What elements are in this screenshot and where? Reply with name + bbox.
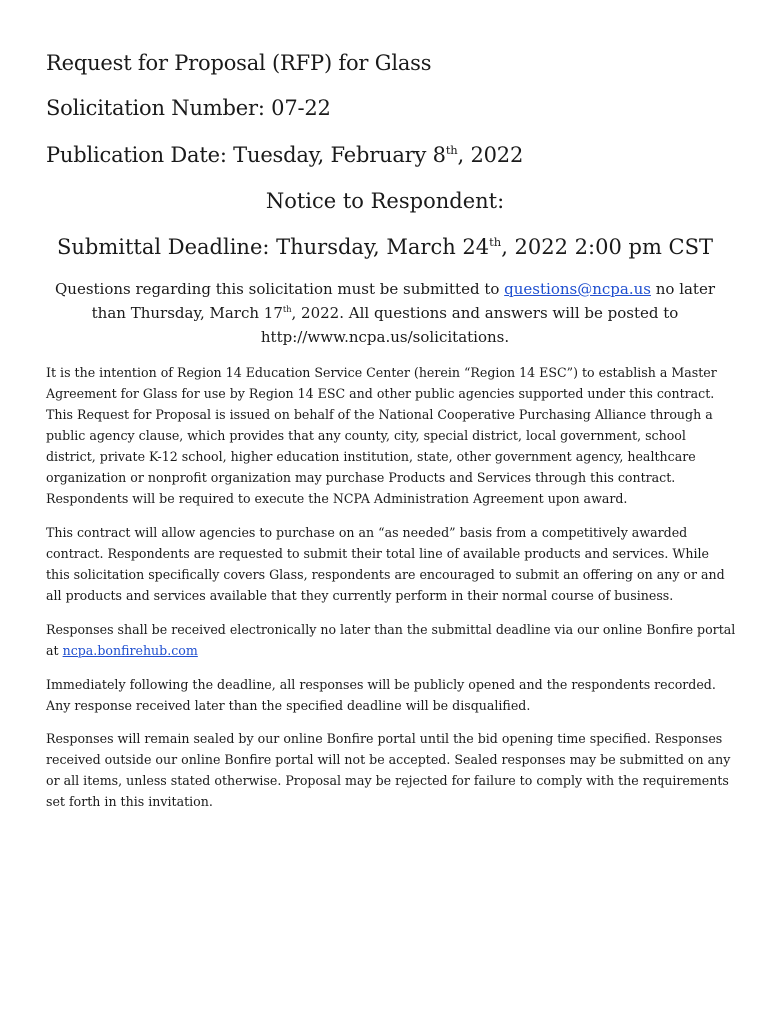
publication-date — [46, 142, 523, 168]
questions-text-before: Questions regarding this solicitation must be submitted to — [54, 280, 505, 298]
rfp-title: Request for Proposal (RFP) for Glass — [46, 51, 432, 75]
publication-date-ordinal: th — [445, 143, 458, 157]
publication-date-year: , 2022 — [457, 143, 524, 167]
questions-ordinal: th — [282, 304, 292, 314]
publication-date-main: Publication Date: Tuesday, February 8 — [46, 143, 446, 167]
submission-text: Responses shall be received electronically no later than the submittal deadline via our online Bonfire portal at — [46, 622, 736, 658]
submission-paragraph — [46, 619, 736, 661]
contract-scope-paragraph: This contract will allow agencies to purchase on an “as needed” basis from a competitively awarded contract. Respondents are requested to submit their total line of available products and services. While this solicitation specifically covers Glass, respondents are encouraged to submit an offering on any or and all products and services available that they currently perform in their normal course of business. — [46, 525, 725, 603]
questions-notice — [40, 277, 730, 349]
questions-text-end: , 2022. All questions and answers will be posted to http://www.ncpa.us/solicitations. — [260, 304, 679, 346]
bonfire-portal-link[interactable]: ncpa.bonfirehub.com — [62, 643, 198, 658]
solicitation-number: Solicitation Number: 07-22 — [46, 96, 331, 120]
opening-paragraph: Immediately following the deadline, all responses will be publicly opened and the respondents recorded. Any response received later than the specified deadline will be disqualified. — [46, 677, 716, 713]
questions-text-after: no later than Thursday, March 17 — [91, 280, 716, 322]
sealed-responses-paragraph: Responses will remain sealed by our online Bonfire portal until the bid opening time specified. Responses received outside our online Bonfire portal will not be accepted. Sealed responses may be submitted on any or all items, unless stated otherwise. Proposal may be rejected for failure to comply with the requirements set forth in this invitation. — [46, 731, 731, 809]
questions-email-link[interactable]: questions@ncpa.us — [504, 280, 651, 298]
submittal-deadline — [0, 234, 770, 260]
deadline-main: Submittal Deadline: Thursday, March 24 — [56, 235, 490, 259]
deadline-ordinal: th — [489, 235, 502, 249]
deadline-time: , 2022 2:00 pm CST — [501, 235, 713, 259]
notice-heading: Notice to Respondent: — [265, 189, 505, 213]
intent-paragraph: It is the intention of Region 14 Education Service Center (herein “Region 14 ESC”) to establish a Master Agreement for Glass for use by Region 14 ESC and other public agencies supported under this contract. This Request for Proposal is issued on behalf of the National Cooperative Purchasing Alliance through a public agency clause, which provides that any county, city, special district, local government, school district, private K-12 school, higher education institution, state, other government agency, healthcare organization or nonprofit organization may purchase Products and Services through this contract. Respondents will be required to execute the NCPA Administration Agreement upon award. — [46, 365, 717, 506]
